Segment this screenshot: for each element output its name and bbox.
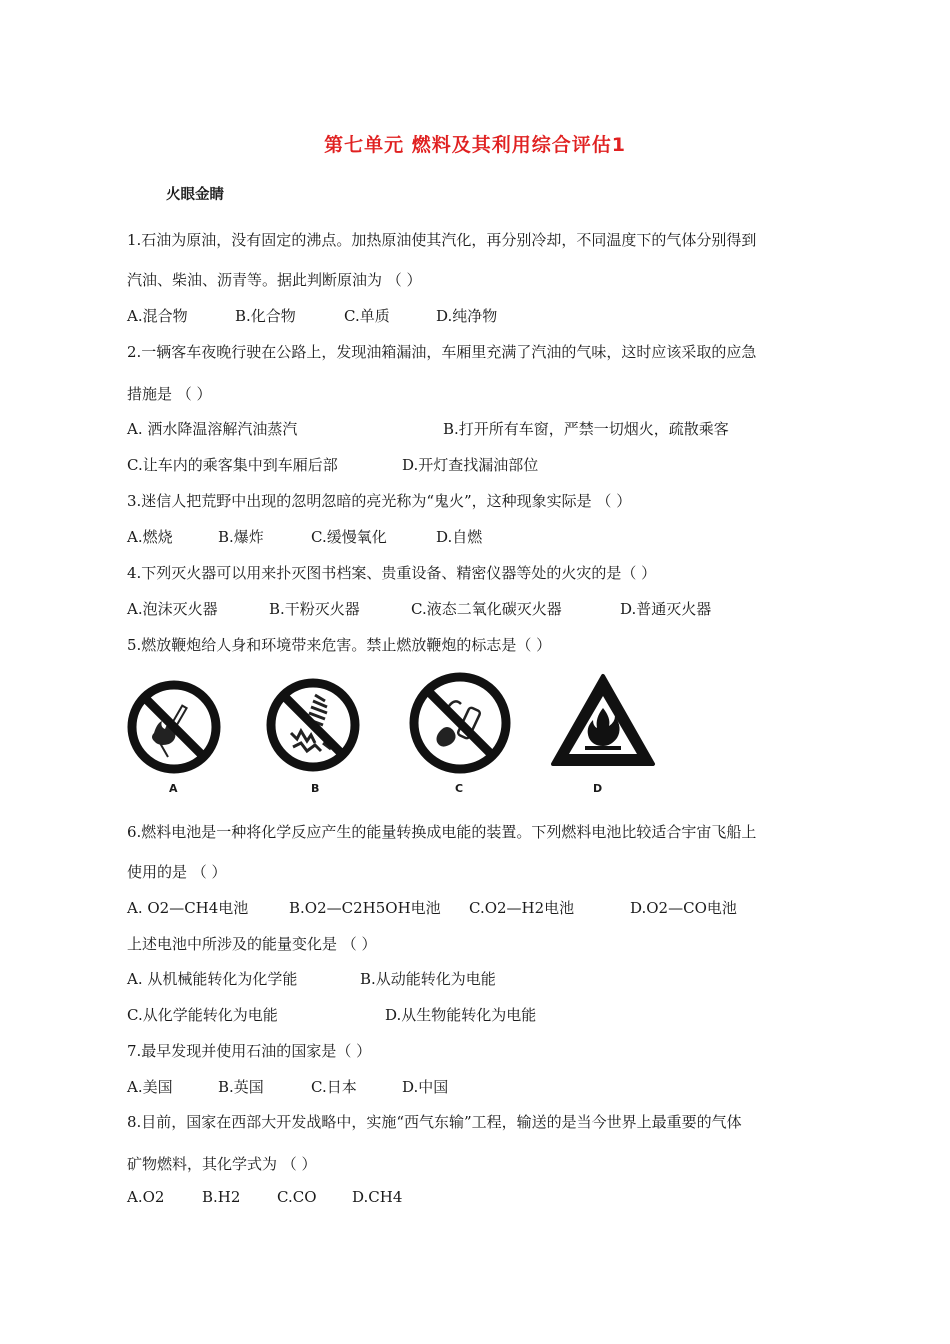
page-title: 第七单元 燃料及其利用综合评估1 bbox=[324, 134, 626, 156]
sign-b-no-firecrackers-icon bbox=[263, 675, 363, 775]
question-8-option-c: C.CO bbox=[277, 1188, 317, 1206]
question-6-option-c: C.O2—H2电池 bbox=[469, 899, 575, 917]
question-6-sub-option-d: D.从生物能转化为电能 bbox=[385, 1006, 537, 1024]
question-2-option-a: A. 洒水降温溶解汽油蒸汽 bbox=[127, 420, 298, 438]
sign-d-label: D bbox=[593, 782, 603, 795]
question-2-option-b: B.打开所有车窗，严禁一切烟火，疏散乘客 bbox=[443, 420, 729, 438]
question-2-stem-line-2: 措施是 （ ） bbox=[127, 385, 212, 403]
question-1-stem-line-1: 1.石油为原油，没有固定的沸点。加热原油使其汽化，再分别冷却，不同温度下的气体分别得到 bbox=[127, 231, 757, 249]
question-7-stem: 7.最早发现并使用石油的国家是（ ） bbox=[127, 1042, 372, 1060]
question-7-option-a: A.美国 bbox=[127, 1078, 173, 1096]
question-6-sub-stem: 上述电池中所涉及的能量变化是 （ ） bbox=[127, 935, 377, 953]
question-7-option-c: C.日本 bbox=[311, 1078, 357, 1096]
question-8-stem-line-1: 8.目前，国家在西部大开发战略中，实施“西气东输”工程，输送的是当今世界上最重要的气体 bbox=[127, 1113, 742, 1131]
question-3-option-c: C.缓慢氧化 bbox=[311, 528, 387, 546]
question-4-option-b: B.干粉灭火器 bbox=[269, 600, 360, 618]
question-4-option-a: A.泡沫灭火器 bbox=[127, 600, 218, 618]
question-6-option-d: D.O2—CO电池 bbox=[630, 899, 737, 917]
sign-a-no-matches-icon bbox=[124, 677, 224, 777]
sign-a-label: A bbox=[169, 782, 178, 795]
question-4-option-d: D.普通灭火器 bbox=[620, 600, 712, 618]
question-6-option-a: A. O2—CH4电池 bbox=[127, 899, 249, 917]
question-6-option-b: B.O2—C2H5OH电池 bbox=[289, 899, 441, 917]
sign-c-label: C bbox=[455, 782, 464, 795]
sign-c-no-smoking-icon bbox=[405, 668, 515, 778]
question-2-option-c: C.让车内的乘客集中到车厢后部 bbox=[127, 456, 338, 474]
question-3-option-a: A.燃烧 bbox=[127, 528, 173, 546]
question-1-option-d: D.纯净物 bbox=[436, 307, 498, 325]
question-3-option-b: B.爆炸 bbox=[218, 528, 264, 546]
sign-b-label: B bbox=[311, 782, 320, 795]
question-6-stem-line-2: 使用的是 （ ） bbox=[127, 863, 227, 881]
question-8-stem-line-2: 矿物燃料，其化学式为 （ ） bbox=[127, 1155, 317, 1173]
question-1-stem-line-2: 汽油、柴油、沥青等。据此判断原油为 （ ） bbox=[127, 271, 422, 289]
question-4-option-c: C.液态二氧化碳灭火器 bbox=[411, 600, 562, 618]
question-6-sub-option-c: C.从化学能转化为电能 bbox=[127, 1006, 278, 1024]
question-6-stem-line-1: 6.燃料电池是一种将化学反应产生的能量转换成电能的装置。下列燃料电池比较适合宇宙飞船上 bbox=[127, 823, 757, 841]
question-5-stem: 5.燃放鞭炮给人身和环境带来危害。禁止燃放鞭炮的标志是（ ） bbox=[127, 636, 552, 654]
question-7-option-d: D.中国 bbox=[402, 1078, 449, 1096]
question-1-option-a: A.混合物 bbox=[127, 307, 188, 325]
question-6-sub-option-b: B.从动能转化为电能 bbox=[360, 970, 496, 988]
question-3-stem: 3.迷信人把荒野中出现的忽明忽暗的亮光称为“鬼火”，这种现象实际是 （ ） bbox=[127, 492, 632, 510]
sign-d-flammable-warning-icon bbox=[547, 670, 659, 772]
question-7-option-b: B.英国 bbox=[218, 1078, 264, 1096]
section-heading: 火眼金睛 bbox=[166, 187, 224, 203]
question-1-option-c: C.单质 bbox=[344, 307, 390, 325]
question-8-option-d: D.CH4 bbox=[352, 1188, 403, 1206]
question-6-sub-option-a: A. 从机械能转化为化学能 bbox=[127, 970, 298, 988]
question-2-stem-line-1: 2.一辆客车夜晚行驶在公路上，发现油箱漏油，车厢里充满了汽油的气味，这时应该采取的应急 bbox=[127, 343, 757, 361]
question-4-stem: 4.下列灭火器可以用来扑灭图书档案、贵重设备、精密仪器等处的火灾的是（ ） bbox=[127, 564, 657, 582]
question-3-option-d: D.自燃 bbox=[436, 528, 483, 546]
question-8-option-b: B.H2 bbox=[202, 1188, 241, 1206]
question-2-option-d: D.开灯查找漏油部位 bbox=[402, 456, 539, 474]
question-8-option-a: A.O2 bbox=[127, 1188, 165, 1206]
question-1-option-b: B.化合物 bbox=[235, 307, 296, 325]
